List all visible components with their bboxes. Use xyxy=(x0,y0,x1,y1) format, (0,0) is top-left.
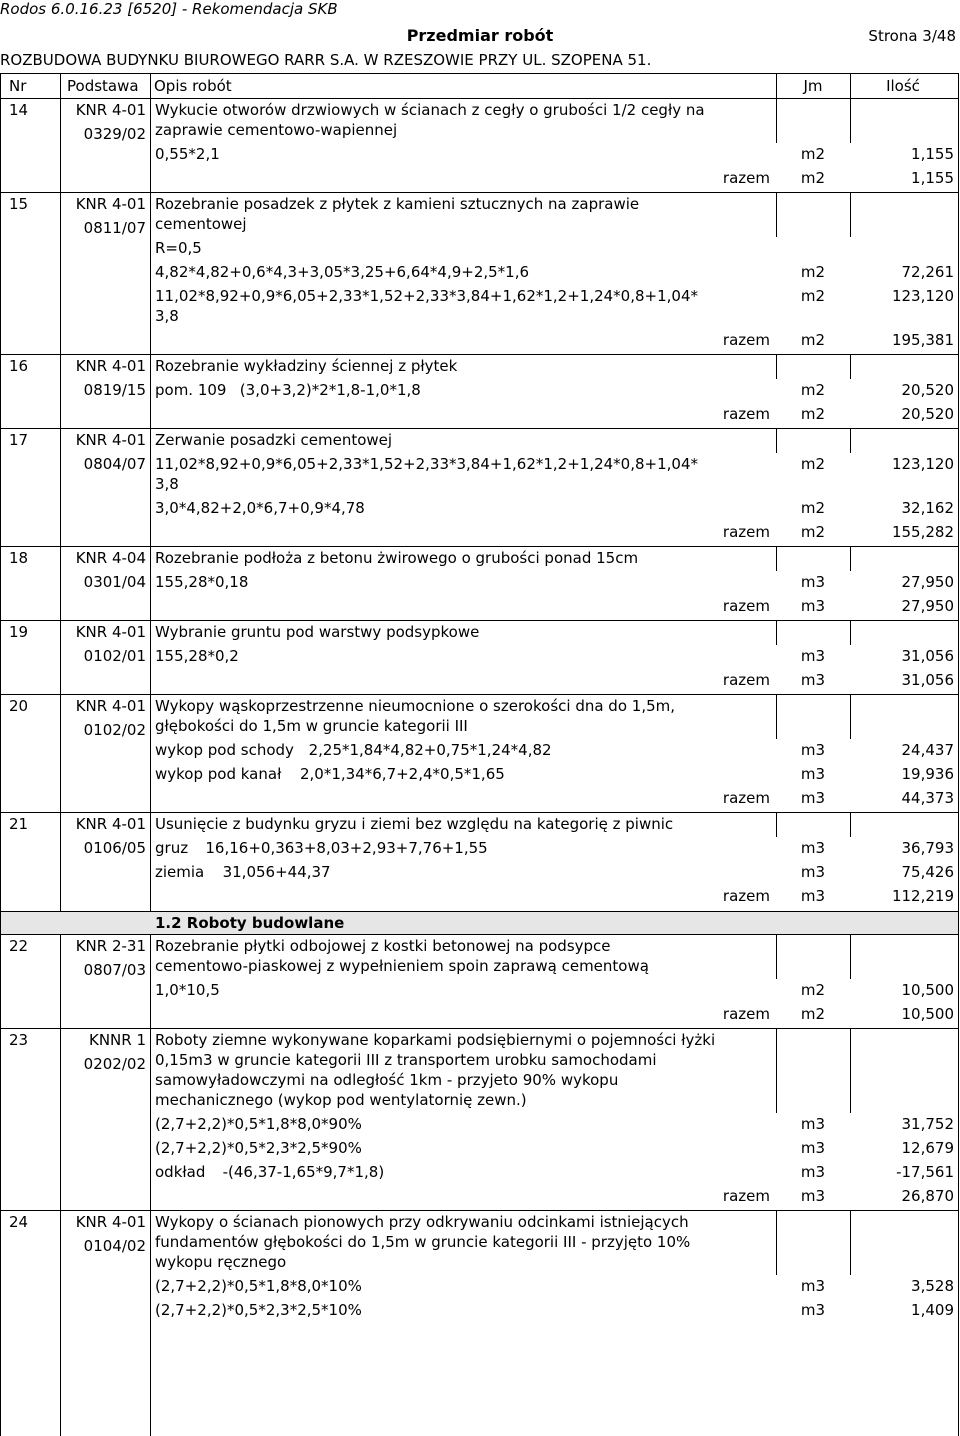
item-number: 22 xyxy=(9,937,29,955)
table-rule xyxy=(0,73,1,1436)
total-quantity: 20,520 xyxy=(901,405,954,423)
measurement-formula: 0,55*2,1 xyxy=(155,145,220,163)
measurement-quantity: 123,120 xyxy=(891,455,954,473)
measurement-quantity: 3,528 xyxy=(911,1277,954,1295)
total-unit: m2 xyxy=(800,169,826,187)
table-rule xyxy=(0,620,958,621)
table-rule xyxy=(150,73,151,1436)
col-header-description: Opis robót xyxy=(154,77,232,95)
measurement-formula: 155,28*0,18 xyxy=(155,573,249,591)
total-unit: m2 xyxy=(800,1005,826,1023)
table-rule xyxy=(850,1028,851,1113)
measurement-unit: m3 xyxy=(800,765,826,783)
total-quantity: 1,155 xyxy=(911,169,954,187)
total-quantity: 44,373 xyxy=(901,789,954,807)
table-rule xyxy=(776,694,777,739)
table-rule xyxy=(850,546,851,571)
measurement-formula: 16,16+0,363+8,03+2,93+7,76+1,55 xyxy=(205,839,488,857)
measurement-unit: m3 xyxy=(800,573,826,591)
measurement-label: gruz xyxy=(155,839,189,857)
table-rule xyxy=(850,694,851,739)
item-basis-line: KNR 4-01 xyxy=(75,195,146,213)
table-rule xyxy=(60,73,61,1436)
table-rule xyxy=(776,428,777,453)
measurement-formula: 2,25*1,84*4,82+0,75*1,24*4,82 xyxy=(308,741,552,759)
total-label: razem xyxy=(722,169,770,187)
measurement-unit: m3 xyxy=(800,1139,826,1157)
col-header-quantity: Ilość xyxy=(886,77,920,95)
measurement-unit: m3 xyxy=(800,741,826,759)
table-rule xyxy=(850,934,851,979)
item-number: 20 xyxy=(9,697,29,715)
table-rule xyxy=(850,620,851,645)
measurement-formula: (3,0+3,2)*2*1,8-1,0*1,8 xyxy=(239,381,421,399)
measurement-unit: m2 xyxy=(800,455,826,473)
total-unit: m3 xyxy=(800,1187,826,1205)
program-name: Rodos 6.0.16.23 [6520] - Rekomendacja SKB xyxy=(0,0,338,18)
item-number: 19 xyxy=(9,623,29,641)
item-basis-line: 0102/02 xyxy=(83,721,146,739)
item-basis-line: 0804/07 xyxy=(83,455,146,473)
item-basis-line: KNR 4-01 xyxy=(75,431,146,449)
table-rule xyxy=(0,192,958,193)
measurement-unit: m2 xyxy=(800,381,826,399)
item-basis-line: 0301/04 xyxy=(83,573,146,591)
measurement-formula: 155,28*0,2 xyxy=(155,647,239,665)
total-label: razem xyxy=(722,1005,770,1023)
measurement-unit: m2 xyxy=(800,263,826,281)
item-description-line: 0,15m3 w gruncie kategorii III z transportem urobku samochodami xyxy=(155,1051,657,1069)
measurement-formula: 2,0*1,34*6,7+2,4*0,5*1,65 xyxy=(300,765,505,783)
measurement-quantity: 24,437 xyxy=(901,741,954,759)
item-description-line: Rozebranie podłoża z betonu żwirowego o grubości ponad 15cm xyxy=(155,549,639,567)
item-basis-line: 0106/05 xyxy=(83,839,146,857)
total-label: razem xyxy=(722,671,770,689)
total-label: razem xyxy=(722,331,770,349)
item-basis-line: KNR 4-01 xyxy=(75,623,146,641)
total-quantity: 155,282 xyxy=(891,523,954,541)
total-unit: m3 xyxy=(800,887,826,905)
measurement-quantity: 19,936 xyxy=(901,765,954,783)
table-rule xyxy=(776,1210,777,1275)
item-description-line: mechanicznego (wykop pod wentylatornię zewn.) xyxy=(155,1091,527,1109)
table-rule xyxy=(776,354,777,379)
item-number: 14 xyxy=(9,101,29,119)
measurement-quantity: 75,426 xyxy=(901,863,954,881)
item-description-line: Usunięcie z budynku gryzu i ziemi bez względu na kategorię z piwnic xyxy=(155,815,674,833)
table-rule xyxy=(0,1210,958,1211)
item-basis-line: 0102/01 xyxy=(83,647,146,665)
project-title: ROZBUDOWA BUDYNKU BIUROWEGO RARR S.A. W RZESZOWIE PRZY UL. SZOPENA 51. xyxy=(0,51,652,69)
item-number: 24 xyxy=(9,1213,29,1231)
item-description-line: cementowo-piaskowej z wypełnieniem spoin zaprawą cementową xyxy=(155,957,649,975)
item-basis-line: 0202/02 xyxy=(83,1055,146,1073)
total-label: razem xyxy=(722,597,770,615)
item-description-line: Wybranie gruntu pod warstwy podsypkowe xyxy=(155,623,480,641)
col-header-basis: Podstawa xyxy=(67,77,139,95)
total-label: razem xyxy=(722,405,770,423)
table-rule xyxy=(0,73,958,74)
table-rule xyxy=(0,354,958,355)
item-basis-line: 0811/07 xyxy=(83,219,146,237)
table-rule xyxy=(850,98,851,143)
item-basis-line: KNR 4-04 xyxy=(75,549,146,567)
total-unit: m2 xyxy=(800,523,826,541)
item-description-line: Wykucie otworów drzwiowych w ścianach z cegły o grubości 1/2 cegły na xyxy=(155,101,705,119)
table-rule xyxy=(776,73,777,98)
item-basis-line: KNR 4-01 xyxy=(75,697,146,715)
measurement-label: wykop pod kanał xyxy=(155,765,282,783)
table-rule xyxy=(0,546,958,547)
table-rule xyxy=(776,546,777,571)
item-number: 21 xyxy=(9,815,29,833)
table-rule xyxy=(776,98,777,143)
measurement-unit: m3 xyxy=(800,1301,826,1319)
page-number: Strona 3/48 xyxy=(868,27,956,45)
item-number: 17 xyxy=(9,431,29,449)
total-quantity: 195,381 xyxy=(891,331,954,349)
item-basis-line: KNR 2-31 xyxy=(75,937,146,955)
item-description-line: głębokości do 1,5m w gruncie kategorii III xyxy=(155,717,468,735)
measurement-formula: 11,02*8,92+0,9*6,05+2,33*1,52+2,33*3,84+1,62*1,2+1,24*0,8+1,04* xyxy=(155,287,699,305)
col-header-nr: Nr xyxy=(9,77,27,95)
item-number: 18 xyxy=(9,549,29,567)
measurement-quantity: 31,056 xyxy=(901,647,954,665)
item-basis-line: KNR 4-01 xyxy=(75,1213,146,1231)
table-rule xyxy=(776,934,777,979)
table-rule xyxy=(0,1028,958,1029)
measurement-quantity: 12,679 xyxy=(901,1139,954,1157)
measurement-quantity: 36,793 xyxy=(901,839,954,857)
item-basis-line: 0104/02 xyxy=(83,1237,146,1255)
measurement-unit: m3 xyxy=(800,1163,826,1181)
item-basis-line: KNR 4-01 xyxy=(75,101,146,119)
measurement-quantity: 20,520 xyxy=(901,381,954,399)
total-label: razem xyxy=(722,789,770,807)
item-basis-line: 0807/03 xyxy=(83,961,146,979)
item-basis-line: 0819/15 xyxy=(83,381,146,399)
item-description-line: fundamentów głębokości do 1,5m w gruncie kategorii III - przyjęto 10% xyxy=(155,1233,691,1251)
measurement-label: wykop pod schody xyxy=(155,741,294,759)
measurement-quantity: 123,120 xyxy=(891,287,954,305)
table-rule xyxy=(0,428,958,429)
measurement-formula: 11,02*8,92+0,9*6,05+2,33*1,52+2,33*3,84+1,62*1,2+1,24*0,8+1,04* xyxy=(155,455,699,473)
item-description-line: Rozebranie wykładziny ściennej z płytek xyxy=(155,357,458,375)
total-label: razem xyxy=(722,887,770,905)
item-number: 15 xyxy=(9,195,29,213)
measurement-label: pom. 109 xyxy=(155,381,227,399)
total-unit: m3 xyxy=(800,597,826,615)
table-rule xyxy=(850,192,851,237)
item-description-line: Rozebranie posadzek z płytek z kamieni sztucznych na zaprawie xyxy=(155,195,640,213)
table-rule xyxy=(0,812,958,813)
measurement-unit: m2 xyxy=(800,499,826,517)
total-label: razem xyxy=(722,523,770,541)
item-description-line: Wykopy wąskoprzestrzenne nieumocnione o szerokości dna do 1,5m, xyxy=(155,697,676,715)
section-title: 1.2 Roboty budowlane xyxy=(155,914,345,932)
measurement-formula: 4,82*4,82+0,6*4,3+3,05*3,25+6,64*4,9+2,5*1,6 xyxy=(155,263,530,281)
table-rule xyxy=(850,354,851,379)
table-rule xyxy=(776,192,777,237)
measurement-formula: 3,0*4,82+2,0*6,7+0,9*4,78 xyxy=(155,499,365,517)
measurement-unit: m2 xyxy=(800,981,826,999)
measurement-quantity: 27,950 xyxy=(901,573,954,591)
measurement-quantity: 31,752 xyxy=(901,1115,954,1133)
table-rule xyxy=(0,911,958,912)
item-description-line: wykopu ręcznego xyxy=(155,1253,287,1271)
measurement-quantity: 1,409 xyxy=(911,1301,954,1319)
item-basis-line: KNR 4-01 xyxy=(75,357,146,375)
measurement-unit: m2 xyxy=(800,145,826,163)
total-unit: m3 xyxy=(800,671,826,689)
measurement-quantity: 32,162 xyxy=(901,499,954,517)
table-rule xyxy=(850,428,851,453)
total-quantity: 31,056 xyxy=(901,671,954,689)
measurement-unit: m2 xyxy=(800,287,826,305)
measurement-unit: m3 xyxy=(800,647,826,665)
item-note: R=0,5 xyxy=(155,239,202,257)
measurement-label: odkład xyxy=(155,1163,206,1181)
item-description-line: Wykopy o ścianach pionowych przy odkrywaniu odcinkami istniejących xyxy=(155,1213,689,1231)
total-unit: m2 xyxy=(800,331,826,349)
measurement-formula: 3,8 xyxy=(155,307,179,325)
total-unit: m2 xyxy=(800,405,826,423)
col-header-unit: Jm xyxy=(803,77,823,95)
item-description-line: samowyładowczymi na odległość 1km - przyjeto 90% wykopu xyxy=(155,1071,619,1089)
item-description-line: cementowej xyxy=(155,215,247,233)
measurement-unit: m3 xyxy=(800,839,826,857)
table-rule xyxy=(0,98,958,99)
table-rule xyxy=(776,620,777,645)
measurement-formula: 1,0*10,5 xyxy=(155,981,220,999)
table-rule xyxy=(776,1028,777,1113)
table-rule xyxy=(0,694,958,695)
table-rule xyxy=(850,73,851,98)
table-rule xyxy=(958,73,959,1436)
item-number: 16 xyxy=(9,357,29,375)
total-quantity: 26,870 xyxy=(901,1187,954,1205)
document-title: Przedmiar robót xyxy=(406,26,554,45)
table-rule xyxy=(850,812,851,837)
item-description-line: zaprawie cementowo-wapiennej xyxy=(155,121,398,139)
measurement-formula: -(46,37-1,65*9,7*1,8) xyxy=(222,1163,385,1181)
measurement-quantity: 72,261 xyxy=(901,263,954,281)
item-description-line: Roboty ziemne wykonywane koparkami podsiębiernymi o pojemności łyżki xyxy=(155,1031,716,1049)
measurement-quantity: 10,500 xyxy=(901,981,954,999)
measurement-label: ziemia xyxy=(155,863,205,881)
item-description-line: Zerwanie posadzki cementowej xyxy=(155,431,393,449)
item-description-line: Rozebranie płytki odbojowej z kostki betonowej na podsypce xyxy=(155,937,611,955)
item-number: 23 xyxy=(9,1031,29,1049)
total-quantity: 10,500 xyxy=(901,1005,954,1023)
total-unit: m3 xyxy=(800,789,826,807)
total-quantity: 27,950 xyxy=(901,597,954,615)
table-rule xyxy=(850,1210,851,1275)
item-basis-line: KNR 4-01 xyxy=(75,815,146,833)
measurement-formula: 31,056+44,37 xyxy=(222,863,331,881)
total-quantity: 112,219 xyxy=(891,887,954,905)
section-band xyxy=(1,911,958,934)
measurement-formula: (2,7+2,2)*0,5*2,3*2,5*90% xyxy=(155,1139,362,1157)
item-basis-line: 0329/02 xyxy=(83,125,146,143)
measurement-formula: (2,7+2,2)*0,5*2,3*2,5*10% xyxy=(155,1301,362,1319)
measurement-quantity: 1,155 xyxy=(911,145,954,163)
table-rule xyxy=(0,934,958,935)
measurement-formula: (2,7+2,2)*0,5*1,8*8,0*90% xyxy=(155,1115,362,1133)
measurement-unit: m3 xyxy=(800,863,826,881)
measurement-quantity: -17,561 xyxy=(896,1163,954,1181)
total-label: razem xyxy=(722,1187,770,1205)
measurement-formula: (2,7+2,2)*0,5*1,8*8,0*10% xyxy=(155,1277,362,1295)
item-basis-line: KNNR 1 xyxy=(88,1031,146,1049)
measurement-formula: 3,8 xyxy=(155,475,179,493)
table-rule xyxy=(776,812,777,837)
measurement-unit: m3 xyxy=(800,1277,826,1295)
measurement-unit: m3 xyxy=(800,1115,826,1133)
